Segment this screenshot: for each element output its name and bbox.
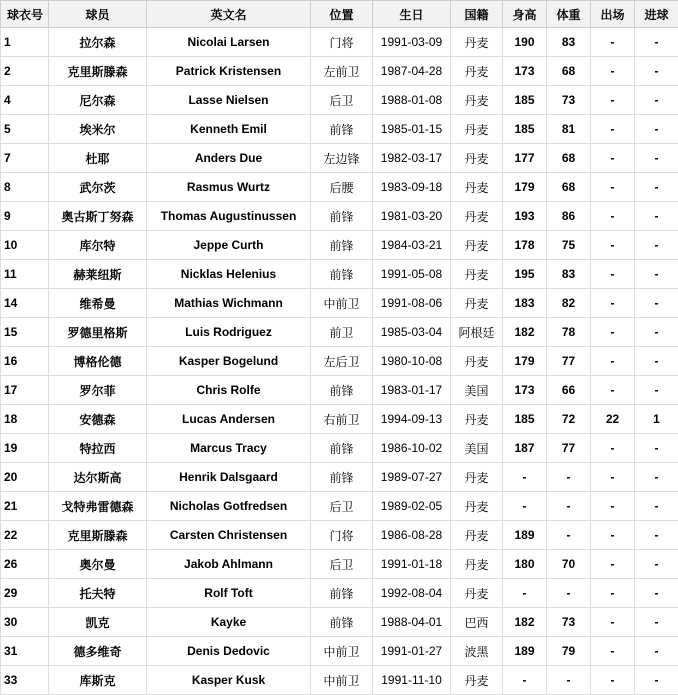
cell-appearances: - xyxy=(591,173,635,202)
table-row xyxy=(1,579,678,608)
cell-weight: 82 xyxy=(547,289,591,318)
cell-english-name: Anders Due xyxy=(147,144,311,173)
cell-height: 178 xyxy=(503,231,547,260)
cell-player-name: 罗尔菲 xyxy=(49,376,147,405)
column-header-shirt-number: 球衣号 xyxy=(1,1,49,28)
cell-position: 左前卫 xyxy=(311,57,373,86)
cell-english-name: Mathias Wichmann xyxy=(147,289,311,318)
cell-player-name: 库尔特 xyxy=(49,231,147,260)
cell-position: 中前卫 xyxy=(311,637,373,666)
cell-shirt-number: 18 xyxy=(1,405,49,434)
cell-shirt-number: 17 xyxy=(1,376,49,405)
cell-shirt-number: 20 xyxy=(1,463,49,492)
column-header-player: 球员 xyxy=(49,1,147,28)
cell-weight: 83 xyxy=(547,260,591,289)
cell-goals: - xyxy=(635,376,678,405)
table-row xyxy=(1,289,678,318)
cell-nationality: 丹麦 xyxy=(451,289,503,318)
cell-weight: 70 xyxy=(547,550,591,579)
cell-goals: - xyxy=(635,231,678,260)
cell-weight: 72 xyxy=(547,405,591,434)
cell-position: 后腰 xyxy=(311,173,373,202)
cell-nationality: 巴西 xyxy=(451,608,503,637)
cell-birthday: 1991-03-09 xyxy=(373,28,451,57)
cell-shirt-number: 26 xyxy=(1,550,49,579)
cell-appearances: - xyxy=(591,115,635,144)
cell-nationality: 波黑 xyxy=(451,637,503,666)
cell-weight: 68 xyxy=(547,144,591,173)
cell-player-name: 埃米尔 xyxy=(49,115,147,144)
cell-birthday: 1983-09-18 xyxy=(373,173,451,202)
cell-english-name: Kayke xyxy=(147,608,311,637)
table-row xyxy=(1,173,678,202)
cell-birthday: 1984-03-21 xyxy=(373,231,451,260)
cell-appearances: - xyxy=(591,289,635,318)
cell-height: 182 xyxy=(503,318,547,347)
cell-shirt-number: 11 xyxy=(1,260,49,289)
cell-height: 185 xyxy=(503,86,547,115)
table-row xyxy=(1,521,678,550)
cell-appearances: - xyxy=(591,144,635,173)
cell-weight: 77 xyxy=(547,347,591,376)
cell-birthday: 1991-01-18 xyxy=(373,550,451,579)
cell-english-name: Lucas Andersen xyxy=(147,405,311,434)
cell-weight: - xyxy=(547,579,591,608)
table-row xyxy=(1,376,678,405)
cell-english-name: Marcus Tracy xyxy=(147,434,311,463)
cell-weight: 75 xyxy=(547,231,591,260)
cell-shirt-number: 29 xyxy=(1,579,49,608)
table-row xyxy=(1,57,678,86)
cell-position: 中前卫 xyxy=(311,289,373,318)
cell-birthday: 1982-03-17 xyxy=(373,144,451,173)
cell-weight: 68 xyxy=(547,57,591,86)
cell-nationality: 美国 xyxy=(451,376,503,405)
cell-player-name: 库斯克 xyxy=(49,666,147,695)
cell-position: 前锋 xyxy=(311,231,373,260)
cell-goals: - xyxy=(635,347,678,376)
cell-weight: 73 xyxy=(547,86,591,115)
cell-appearances: - xyxy=(591,434,635,463)
cell-player-name: 赫莱纽斯 xyxy=(49,260,147,289)
cell-weight: 83 xyxy=(547,28,591,57)
cell-english-name: Patrick Kristensen xyxy=(147,57,311,86)
table-header-row xyxy=(1,1,678,28)
column-header-nationality: 国籍 xyxy=(451,1,503,28)
cell-goals: - xyxy=(635,637,678,666)
cell-player-name: 托夫特 xyxy=(49,579,147,608)
cell-shirt-number: 31 xyxy=(1,637,49,666)
cell-goals: - xyxy=(635,86,678,115)
cell-appearances: 22 xyxy=(591,405,635,434)
cell-weight: 78 xyxy=(547,318,591,347)
cell-goals: - xyxy=(635,608,678,637)
cell-player-name: 尼尔森 xyxy=(49,86,147,115)
cell-nationality: 丹麦 xyxy=(451,666,503,695)
cell-goals: - xyxy=(635,28,678,57)
cell-player-name: 武尔茨 xyxy=(49,173,147,202)
cell-goals: - xyxy=(635,115,678,144)
cell-shirt-number: 16 xyxy=(1,347,49,376)
cell-player-name: 克里斯滕森 xyxy=(49,57,147,86)
cell-birthday: 1983-01-17 xyxy=(373,376,451,405)
cell-weight: - xyxy=(547,463,591,492)
cell-height: 177 xyxy=(503,144,547,173)
cell-birthday: 1987-04-28 xyxy=(373,57,451,86)
cell-position: 后卫 xyxy=(311,550,373,579)
cell-nationality: 美国 xyxy=(451,434,503,463)
cell-english-name: Denis Dedovic xyxy=(147,637,311,666)
column-header-appearances: 出场 xyxy=(591,1,635,28)
cell-height: 182 xyxy=(503,608,547,637)
column-header-goals: 进球 xyxy=(635,1,678,28)
cell-appearances: - xyxy=(591,231,635,260)
cell-player-name: 达尔斯高 xyxy=(49,463,147,492)
cell-nationality: 丹麦 xyxy=(451,463,503,492)
table-row xyxy=(1,231,678,260)
cell-shirt-number: 19 xyxy=(1,434,49,463)
cell-appearances: - xyxy=(591,347,635,376)
cell-nationality: 丹麦 xyxy=(451,57,503,86)
cell-birthday: 1991-11-10 xyxy=(373,666,451,695)
cell-position: 前锋 xyxy=(311,202,373,231)
cell-birthday: 1980-10-08 xyxy=(373,347,451,376)
table-row xyxy=(1,492,678,521)
cell-position: 前卫 xyxy=(311,318,373,347)
cell-height: 187 xyxy=(503,434,547,463)
cell-birthday: 1991-08-06 xyxy=(373,289,451,318)
cell-english-name: Henrik Dalsgaard xyxy=(147,463,311,492)
cell-height: 183 xyxy=(503,289,547,318)
cell-goals: 1 xyxy=(635,405,678,434)
cell-shirt-number: 1 xyxy=(1,28,49,57)
cell-birthday: 1994-09-13 xyxy=(373,405,451,434)
cell-height: 195 xyxy=(503,260,547,289)
cell-english-name: Kasper Kusk xyxy=(147,666,311,695)
cell-shirt-number: 33 xyxy=(1,666,49,695)
cell-english-name: Nicolai Larsen xyxy=(147,28,311,57)
cell-goals: - xyxy=(635,579,678,608)
cell-birthday: 1985-03-04 xyxy=(373,318,451,347)
table-row xyxy=(1,347,678,376)
table-row xyxy=(1,144,678,173)
cell-height: - xyxy=(503,666,547,695)
cell-goals: - xyxy=(635,173,678,202)
cell-shirt-number: 15 xyxy=(1,318,49,347)
cell-height: 185 xyxy=(503,405,547,434)
cell-height: 173 xyxy=(503,376,547,405)
cell-position: 前锋 xyxy=(311,115,373,144)
cell-weight: 66 xyxy=(547,376,591,405)
cell-appearances: - xyxy=(591,57,635,86)
cell-nationality: 丹麦 xyxy=(451,231,503,260)
cell-weight: 81 xyxy=(547,115,591,144)
cell-player-name: 拉尔森 xyxy=(49,28,147,57)
cell-appearances: - xyxy=(591,492,635,521)
cell-english-name: Luis Rodriguez xyxy=(147,318,311,347)
table-row xyxy=(1,666,678,695)
table-row xyxy=(1,202,678,231)
cell-nationality: 丹麦 xyxy=(451,86,503,115)
cell-height: - xyxy=(503,492,547,521)
cell-position: 前锋 xyxy=(311,434,373,463)
cell-position: 前锋 xyxy=(311,260,373,289)
cell-appearances: - xyxy=(591,260,635,289)
table-row xyxy=(1,318,678,347)
cell-goals: - xyxy=(635,202,678,231)
cell-player-name: 凯克 xyxy=(49,608,147,637)
cell-height: 185 xyxy=(503,115,547,144)
cell-player-name: 奥尔曼 xyxy=(49,550,147,579)
cell-nationality: 丹麦 xyxy=(451,347,503,376)
cell-nationality: 丹麦 xyxy=(451,550,503,579)
cell-weight: 79 xyxy=(547,637,591,666)
cell-appearances: - xyxy=(591,637,635,666)
cell-appearances: - xyxy=(591,579,635,608)
table-row xyxy=(1,28,678,57)
cell-position: 后卫 xyxy=(311,86,373,115)
cell-position: 右前卫 xyxy=(311,405,373,434)
cell-shirt-number: 10 xyxy=(1,231,49,260)
cell-nationality: 阿根廷 xyxy=(451,318,503,347)
table-row xyxy=(1,86,678,115)
cell-weight: 77 xyxy=(547,434,591,463)
cell-shirt-number: 9 xyxy=(1,202,49,231)
cell-birthday: 1988-04-01 xyxy=(373,608,451,637)
cell-weight: - xyxy=(547,521,591,550)
cell-appearances: - xyxy=(591,666,635,695)
cell-weight: - xyxy=(547,666,591,695)
cell-appearances: - xyxy=(591,202,635,231)
cell-player-name: 奥古斯丁努森 xyxy=(49,202,147,231)
cell-height: 190 xyxy=(503,28,547,57)
cell-birthday: 1992-08-04 xyxy=(373,579,451,608)
cell-nationality: 丹麦 xyxy=(451,173,503,202)
table-row xyxy=(1,405,678,434)
cell-birthday: 1991-05-08 xyxy=(373,260,451,289)
cell-position: 中前卫 xyxy=(311,666,373,695)
cell-appearances: - xyxy=(591,608,635,637)
cell-goals: - xyxy=(635,666,678,695)
cell-english-name: Rolf Toft xyxy=(147,579,311,608)
cell-weight: 68 xyxy=(547,173,591,202)
cell-english-name: Chris Rolfe xyxy=(147,376,311,405)
cell-height: - xyxy=(503,579,547,608)
cell-player-name: 罗德里格斯 xyxy=(49,318,147,347)
cell-goals: - xyxy=(635,260,678,289)
table-row xyxy=(1,463,678,492)
cell-height: 179 xyxy=(503,173,547,202)
cell-shirt-number: 30 xyxy=(1,608,49,637)
cell-birthday: 1991-01-27 xyxy=(373,637,451,666)
cell-appearances: - xyxy=(591,28,635,57)
cell-birthday: 1986-10-02 xyxy=(373,434,451,463)
cell-birthday: 1989-02-05 xyxy=(373,492,451,521)
cell-shirt-number: 22 xyxy=(1,521,49,550)
cell-birthday: 1989-07-27 xyxy=(373,463,451,492)
cell-position: 前锋 xyxy=(311,463,373,492)
column-header-english-name: 英文名 xyxy=(147,1,311,28)
cell-height: 189 xyxy=(503,521,547,550)
cell-goals: - xyxy=(635,434,678,463)
cell-nationality: 丹麦 xyxy=(451,579,503,608)
cell-birthday: 1985-01-15 xyxy=(373,115,451,144)
table-row xyxy=(1,434,678,463)
cell-goals: - xyxy=(635,318,678,347)
cell-player-name: 特拉西 xyxy=(49,434,147,463)
cell-goals: - xyxy=(635,144,678,173)
table-row xyxy=(1,637,678,666)
cell-english-name: Jakob Ahlmann xyxy=(147,550,311,579)
column-header-weight: 体重 xyxy=(547,1,591,28)
cell-english-name: Nicholas Gotfredsen xyxy=(147,492,311,521)
cell-shirt-number: 21 xyxy=(1,492,49,521)
cell-shirt-number: 2 xyxy=(1,57,49,86)
cell-goals: - xyxy=(635,57,678,86)
cell-goals: - xyxy=(635,463,678,492)
cell-english-name: Rasmus Wurtz xyxy=(147,173,311,202)
cell-goals: - xyxy=(635,521,678,550)
column-header-birthday: 生日 xyxy=(373,1,451,28)
cell-birthday: 1986-08-28 xyxy=(373,521,451,550)
cell-nationality: 丹麦 xyxy=(451,115,503,144)
cell-english-name: Nicklas Helenius xyxy=(147,260,311,289)
table-row xyxy=(1,115,678,144)
cell-weight: 86 xyxy=(547,202,591,231)
table-row xyxy=(1,260,678,289)
cell-height: 179 xyxy=(503,347,547,376)
cell-english-name: Carsten Christensen xyxy=(147,521,311,550)
cell-shirt-number: 5 xyxy=(1,115,49,144)
cell-nationality: 丹麦 xyxy=(451,202,503,231)
cell-height: 173 xyxy=(503,57,547,86)
cell-height: - xyxy=(503,463,547,492)
cell-nationality: 丹麦 xyxy=(451,260,503,289)
cell-nationality: 丹麦 xyxy=(451,144,503,173)
cell-nationality: 丹麦 xyxy=(451,28,503,57)
cell-player-name: 德多维奇 xyxy=(49,637,147,666)
cell-height: 189 xyxy=(503,637,547,666)
table-row xyxy=(1,550,678,579)
cell-shirt-number: 8 xyxy=(1,173,49,202)
cell-english-name: Lasse Nielsen xyxy=(147,86,311,115)
cell-birthday: 1981-03-20 xyxy=(373,202,451,231)
cell-nationality: 丹麦 xyxy=(451,492,503,521)
cell-english-name: Jeppe Curth xyxy=(147,231,311,260)
cell-appearances: - xyxy=(591,463,635,492)
cell-position: 门将 xyxy=(311,521,373,550)
cell-appearances: - xyxy=(591,521,635,550)
cell-goals: - xyxy=(635,492,678,521)
cell-nationality: 丹麦 xyxy=(451,405,503,434)
cell-player-name: 维希曼 xyxy=(49,289,147,318)
column-header-position: 位置 xyxy=(311,1,373,28)
cell-shirt-number: 4 xyxy=(1,86,49,115)
cell-shirt-number: 7 xyxy=(1,144,49,173)
cell-position: 前锋 xyxy=(311,376,373,405)
cell-goals: - xyxy=(635,289,678,318)
cell-position: 后卫 xyxy=(311,492,373,521)
cell-appearances: - xyxy=(591,376,635,405)
cell-position: 左边锋 xyxy=(311,144,373,173)
cell-player-name: 杜耶 xyxy=(49,144,147,173)
cell-player-name: 博格伦德 xyxy=(49,347,147,376)
column-header-height: 身高 xyxy=(503,1,547,28)
cell-goals: - xyxy=(635,550,678,579)
cell-height: 193 xyxy=(503,202,547,231)
cell-appearances: - xyxy=(591,86,635,115)
cell-player-name: 安德森 xyxy=(49,405,147,434)
cell-nationality: 丹麦 xyxy=(451,521,503,550)
cell-position: 前锋 xyxy=(311,579,373,608)
cell-shirt-number: 14 xyxy=(1,289,49,318)
cell-position: 门将 xyxy=(311,28,373,57)
cell-position: 左后卫 xyxy=(311,347,373,376)
cell-position: 前锋 xyxy=(311,608,373,637)
cell-height: 180 xyxy=(503,550,547,579)
cell-player-name: 戈特弗雷德森 xyxy=(49,492,147,521)
table-row xyxy=(1,608,678,637)
cell-english-name: Kenneth Emil xyxy=(147,115,311,144)
cell-weight: 73 xyxy=(547,608,591,637)
cell-appearances: - xyxy=(591,318,635,347)
cell-player-name: 克里斯滕森 xyxy=(49,521,147,550)
cell-appearances: - xyxy=(591,550,635,579)
cell-english-name: Kasper Bogelund xyxy=(147,347,311,376)
cell-weight: - xyxy=(547,492,591,521)
cell-birthday: 1988-01-08 xyxy=(373,86,451,115)
cell-english-name: Thomas Augustinussen xyxy=(147,202,311,231)
